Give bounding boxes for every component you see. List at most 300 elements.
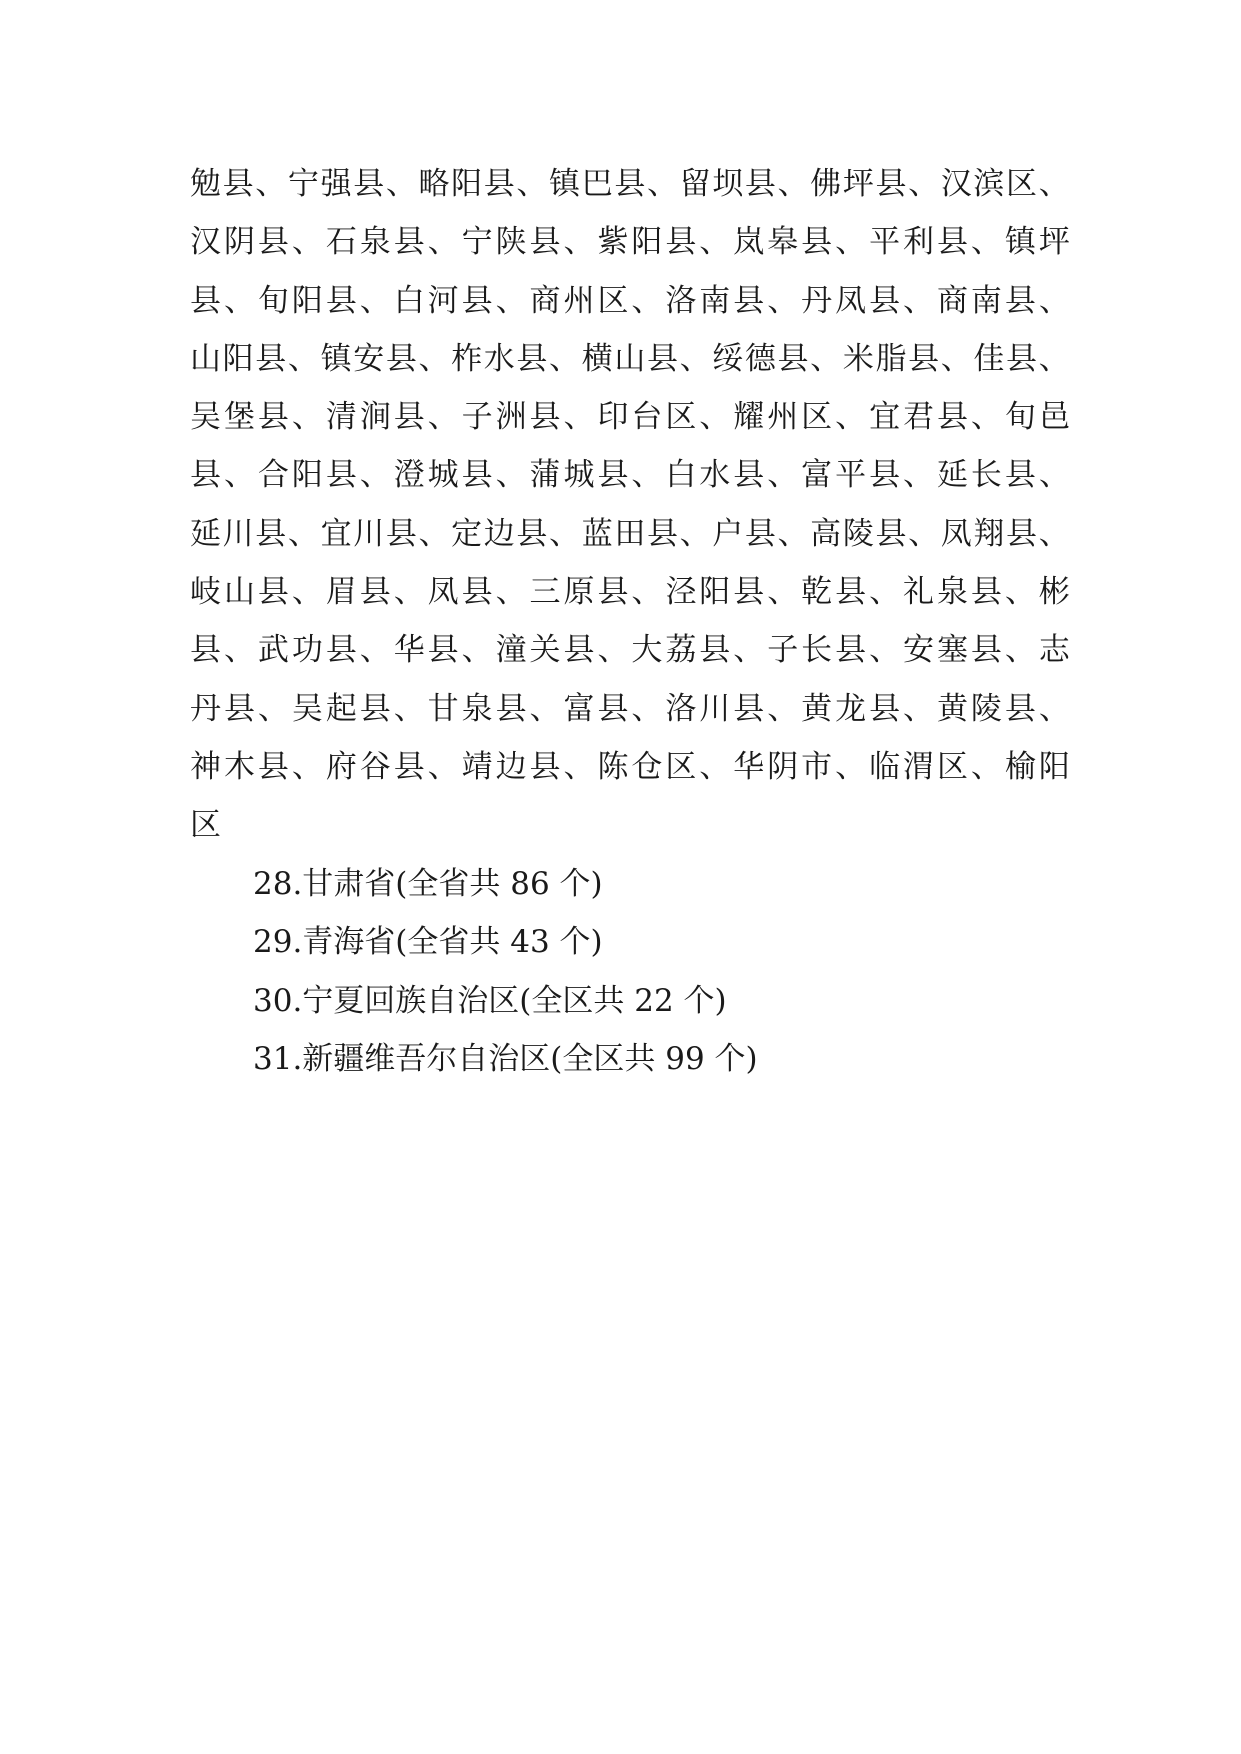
list-item-xinjiang: 31.新疆维吾尔自治区(全区共 99 个) <box>253 1040 758 1077</box>
character: 州 <box>563 282 595 319</box>
character: 市 <box>801 748 833 785</box>
character: 县 <box>325 282 357 319</box>
character: 、 <box>1038 340 1070 377</box>
character: 县 <box>385 340 417 377</box>
character: 强 <box>320 166 352 202</box>
character: 安 <box>903 632 935 669</box>
character: 汉 <box>190 224 221 261</box>
character: 吴 <box>291 690 323 727</box>
character: 涧 <box>359 399 391 436</box>
character: 县 <box>529 224 561 261</box>
character: 乾 <box>801 574 833 611</box>
character: 陈 <box>597 748 629 785</box>
character: 县 <box>733 282 765 319</box>
character: 县 <box>325 457 357 494</box>
character: 米 <box>842 340 874 377</box>
character: 、 <box>461 632 493 669</box>
character: 澄 <box>393 457 425 494</box>
character: 泉 <box>936 574 968 611</box>
character: 阳 <box>451 166 483 202</box>
character: 县 <box>733 457 765 494</box>
character: 县 <box>869 690 901 727</box>
text-line <box>190 446 1070 504</box>
character: 川 <box>222 515 254 552</box>
character: 县 <box>393 224 425 261</box>
character: 白 <box>665 457 697 494</box>
character: 城 <box>563 457 595 494</box>
character: 长 <box>801 632 833 669</box>
character: 、 <box>287 340 319 377</box>
character: 县 <box>970 574 1002 611</box>
character: 县 <box>222 166 254 202</box>
character: 、 <box>427 224 459 261</box>
character: 县 <box>495 690 527 727</box>
character: 县 <box>461 282 493 319</box>
character: 县 <box>665 224 697 261</box>
character: 宜 <box>320 515 352 552</box>
character: 洛 <box>665 282 697 319</box>
character: 功 <box>291 632 323 669</box>
character: 、 <box>385 166 417 202</box>
character: 、 <box>223 632 255 669</box>
character: 县 <box>461 457 493 494</box>
text-line <box>190 621 1070 679</box>
character: 山 <box>190 340 221 377</box>
character: 清 <box>325 399 357 436</box>
character: 岐 <box>190 574 221 611</box>
character: 、 <box>418 340 450 377</box>
character: 、 <box>287 515 319 552</box>
character: 、 <box>767 574 799 611</box>
character: 、 <box>970 399 1002 436</box>
character: 州 <box>767 399 799 436</box>
character: 、 <box>563 399 595 436</box>
character: 县 <box>1004 457 1036 494</box>
character: 泾 <box>665 574 697 611</box>
character: 、 <box>563 224 595 261</box>
character: 县 <box>597 574 629 611</box>
character: 蒲 <box>529 457 561 494</box>
character: 、 <box>1038 690 1070 727</box>
character: 县 <box>393 399 425 436</box>
character: 谷 <box>359 748 391 785</box>
character: 利 <box>903 224 935 261</box>
character: 县 <box>875 515 907 552</box>
character: 县 <box>190 632 221 669</box>
character: 县 <box>190 282 221 319</box>
character: 、 <box>291 748 323 785</box>
character: 眉 <box>325 574 357 611</box>
character: 脂 <box>875 340 907 377</box>
character: 长 <box>970 457 1002 494</box>
character: 阴 <box>223 224 255 261</box>
character: 县 <box>257 574 289 611</box>
character: 、 <box>257 690 289 727</box>
character: 礼 <box>903 574 935 611</box>
character: 县 <box>597 457 629 494</box>
character: 洛 <box>665 690 697 727</box>
character: 、 <box>291 399 323 436</box>
character: 、 <box>869 632 901 669</box>
character: 龙 <box>835 690 867 727</box>
character: 区 <box>665 399 697 436</box>
character: 勉 <box>190 166 221 202</box>
character: 县 <box>646 340 678 377</box>
character: 县 <box>190 457 221 494</box>
character: 县 <box>255 340 287 377</box>
character: 佳 <box>973 340 1005 377</box>
character: 县 <box>516 515 548 552</box>
character: 区 <box>597 282 629 319</box>
character: 神 <box>190 748 221 785</box>
character: 武 <box>257 632 289 669</box>
character: 、 <box>495 282 527 319</box>
character: 、 <box>835 399 867 436</box>
character: 商 <box>529 282 561 319</box>
character: 城 <box>427 457 459 494</box>
character: 大 <box>631 632 663 669</box>
character: 、 <box>1038 282 1070 319</box>
text-line <box>190 505 1070 563</box>
character: 县 <box>257 748 289 785</box>
character: 、 <box>495 457 527 494</box>
character: 田 <box>614 515 646 552</box>
character: 县 <box>529 748 561 785</box>
character: 富 <box>801 457 833 494</box>
character: 定 <box>451 515 483 552</box>
character: 汉 <box>940 166 972 202</box>
character: 、 <box>835 224 867 261</box>
character: 河 <box>427 282 459 319</box>
character: 洲 <box>495 399 527 436</box>
character: 阳 <box>699 574 731 611</box>
character: 宁 <box>287 166 319 202</box>
text-line <box>190 330 1070 388</box>
character: 、 <box>223 282 255 319</box>
character: 、 <box>631 690 663 727</box>
character: 县 <box>801 224 833 261</box>
character: 、 <box>1004 574 1036 611</box>
character: 南 <box>970 282 1002 319</box>
character: 、 <box>908 166 940 202</box>
character: 高 <box>810 515 842 552</box>
character: 坝 <box>712 166 744 202</box>
character: 、 <box>255 166 287 202</box>
character: 留 <box>679 166 711 202</box>
character: 、 <box>549 340 581 377</box>
character: 、 <box>903 690 935 727</box>
character: 、 <box>359 457 391 494</box>
character: 县 <box>529 399 561 436</box>
character: 镇 <box>1004 224 1036 261</box>
character: 黄 <box>936 690 968 727</box>
character: 县 <box>597 690 629 727</box>
character: 吴 <box>190 399 221 436</box>
character: 佛 <box>810 166 842 202</box>
character: 关 <box>529 632 561 669</box>
character: 、 <box>427 748 459 785</box>
text-line <box>190 213 1070 271</box>
character: 县 <box>427 632 459 669</box>
text-line <box>190 680 1070 738</box>
character: 巴 <box>581 166 613 202</box>
character: 、 <box>631 574 663 611</box>
character: 县 <box>614 166 646 202</box>
character: 木 <box>223 748 255 785</box>
character: 、 <box>777 166 809 202</box>
character: 泉 <box>359 224 391 261</box>
character: 县 <box>744 166 776 202</box>
character: 川 <box>353 515 385 552</box>
character: 县 <box>1006 340 1038 377</box>
character: 、 <box>1038 515 1070 552</box>
character: 县 <box>970 632 1002 669</box>
character: 、 <box>699 399 731 436</box>
character: 富 <box>563 690 595 727</box>
character: 、 <box>767 282 799 319</box>
character: 合 <box>257 457 289 494</box>
character: 、 <box>516 166 548 202</box>
character: 、 <box>733 632 765 669</box>
character: 、 <box>767 457 799 494</box>
character: 、 <box>679 515 711 552</box>
character: 、 <box>549 515 581 552</box>
character: 川 <box>699 690 731 727</box>
province-list <box>253 855 758 1088</box>
character: 荔 <box>665 632 697 669</box>
character: 阳 <box>1038 748 1070 785</box>
character: 县 <box>1006 515 1038 552</box>
text-line <box>190 388 1070 446</box>
character: 丹 <box>801 282 833 319</box>
character: 、 <box>359 632 391 669</box>
character: 延 <box>190 515 221 552</box>
character: 县 <box>353 166 385 202</box>
character: 、 <box>529 690 561 727</box>
character: 边 <box>495 748 527 785</box>
character: 县 <box>908 340 940 377</box>
character: 平 <box>869 224 901 261</box>
character: 县 <box>563 632 595 669</box>
character: 塞 <box>936 632 968 669</box>
character: 县 <box>869 457 901 494</box>
character: 区 <box>936 748 968 785</box>
character: 、 <box>1038 457 1070 494</box>
character: 水 <box>699 457 731 494</box>
character: 临 <box>869 748 901 785</box>
character: 渭 <box>903 748 935 785</box>
character: 、 <box>810 340 842 377</box>
character: 榆 <box>1004 748 1036 785</box>
character: 区 <box>665 748 697 785</box>
character: 县 <box>359 574 391 611</box>
character: 、 <box>835 748 867 785</box>
character: 县 <box>1004 690 1036 727</box>
character: 山 <box>614 340 646 377</box>
character: 略 <box>418 166 450 202</box>
character: 、 <box>563 748 595 785</box>
character: 县 <box>777 340 809 377</box>
character: 翔 <box>973 515 1005 552</box>
character: 、 <box>631 457 663 494</box>
county-list-paragraph <box>190 155 1070 855</box>
character: 县 <box>1004 282 1036 319</box>
text-line <box>190 155 1070 213</box>
character: 边 <box>483 515 515 552</box>
character: 君 <box>903 399 935 436</box>
character: 县 <box>835 632 867 669</box>
character: 柞 <box>451 340 483 377</box>
character: 府 <box>325 748 357 785</box>
character: 白 <box>393 282 425 319</box>
character: 户 <box>712 515 744 552</box>
character: 、 <box>699 224 731 261</box>
character: 耀 <box>733 399 765 436</box>
character: 坪 <box>842 166 874 202</box>
text-line: 区 <box>190 807 221 844</box>
character: 仓 <box>631 748 663 785</box>
list-item-qinghai: 29.青海省(全省共 43 个) <box>253 924 603 961</box>
character: 岚 <box>733 224 765 261</box>
character: 陵 <box>842 515 874 552</box>
character: 区 <box>801 399 833 436</box>
character: 旬 <box>1004 399 1036 436</box>
character: 山 <box>223 574 255 611</box>
character: 南 <box>699 282 731 319</box>
character: 县 <box>325 632 357 669</box>
character: 、 <box>903 457 935 494</box>
list-item-gansu: 28.甘肃省(全省共 86 个) <box>253 866 603 902</box>
character: 子 <box>767 632 799 669</box>
character: 蓝 <box>581 515 613 552</box>
character: 志 <box>1038 632 1070 669</box>
character: 平 <box>835 457 867 494</box>
character: 县 <box>257 399 289 436</box>
character: 彬 <box>1038 574 1070 611</box>
character: 区 <box>1006 166 1038 202</box>
character: 、 <box>940 340 972 377</box>
character: 、 <box>699 748 731 785</box>
character: 、 <box>597 632 629 669</box>
character: 堡 <box>223 399 255 436</box>
character: 华 <box>733 748 765 785</box>
character: 子 <box>461 399 493 436</box>
character: 凤 <box>940 515 972 552</box>
character: 阳 <box>631 224 663 261</box>
character: 县 <box>516 340 548 377</box>
character: 县 <box>646 515 678 552</box>
character: 印 <box>597 399 629 436</box>
character: 县 <box>733 574 765 611</box>
character: 甘 <box>427 690 459 727</box>
character: 县 <box>936 224 968 261</box>
character: 旬 <box>257 282 289 319</box>
character: 黄 <box>801 690 833 727</box>
character: 阴 <box>767 748 799 785</box>
character: 原 <box>563 574 595 611</box>
character: 县 <box>393 748 425 785</box>
character: 、 <box>291 574 323 611</box>
list-item-ningxia: 30.宁夏回族自治区(全区共 22 个) <box>253 982 727 1019</box>
character: 、 <box>418 515 450 552</box>
character: 安 <box>353 340 385 377</box>
character: 县 <box>936 399 968 436</box>
character: 、 <box>646 166 678 202</box>
character: 、 <box>359 282 391 319</box>
character: 县 <box>835 574 867 611</box>
character: 、 <box>393 690 425 727</box>
character: 、 <box>495 574 527 611</box>
character: 、 <box>223 457 255 494</box>
character: 县 <box>223 690 255 727</box>
character: 石 <box>325 224 357 261</box>
text-line <box>190 738 1070 796</box>
character: 商 <box>936 282 968 319</box>
character: 凤 <box>427 574 459 611</box>
character: 陵 <box>970 690 1002 727</box>
character: 、 <box>393 574 425 611</box>
character: 延 <box>936 457 968 494</box>
character: 宜 <box>869 399 901 436</box>
character: 县 <box>733 690 765 727</box>
character: 靖 <box>461 748 493 785</box>
character: 、 <box>777 515 809 552</box>
character: 德 <box>744 340 776 377</box>
character: 、 <box>427 399 459 436</box>
character: 县 <box>461 574 493 611</box>
character: 华 <box>393 632 425 669</box>
character: 县 <box>483 166 515 202</box>
character: 起 <box>325 690 357 727</box>
character: 县 <box>875 166 907 202</box>
character: 紫 <box>597 224 629 261</box>
text-line <box>190 563 1070 621</box>
character: 、 <box>679 340 711 377</box>
character: 水 <box>483 340 515 377</box>
character: 阳 <box>291 457 323 494</box>
character: 台 <box>631 399 663 436</box>
character: 、 <box>908 515 940 552</box>
character: 丹 <box>190 690 221 727</box>
character: 、 <box>631 282 663 319</box>
character: 、 <box>970 748 1002 785</box>
character: 皋 <box>767 224 799 261</box>
character: 、 <box>903 282 935 319</box>
character: 县 <box>699 632 731 669</box>
character: 、 <box>869 574 901 611</box>
text-line <box>190 272 1070 330</box>
character: 潼 <box>495 632 527 669</box>
character: 宁 <box>461 224 493 261</box>
character: 、 <box>970 224 1002 261</box>
character: 县 <box>869 282 901 319</box>
character: 凤 <box>835 282 867 319</box>
character: 陕 <box>495 224 527 261</box>
character: 县 <box>257 224 289 261</box>
character: 泉 <box>461 690 493 727</box>
character: 邑 <box>1038 399 1070 436</box>
character: 阳 <box>291 282 323 319</box>
character: 镇 <box>549 166 581 202</box>
character: 镇 <box>320 340 352 377</box>
character: 、 <box>291 224 323 261</box>
character: 横 <box>581 340 613 377</box>
character: 、 <box>1038 166 1070 202</box>
character: 、 <box>1004 632 1036 669</box>
character: 县 <box>359 690 391 727</box>
character: 滨 <box>973 166 1005 202</box>
character: 阳 <box>222 340 254 377</box>
